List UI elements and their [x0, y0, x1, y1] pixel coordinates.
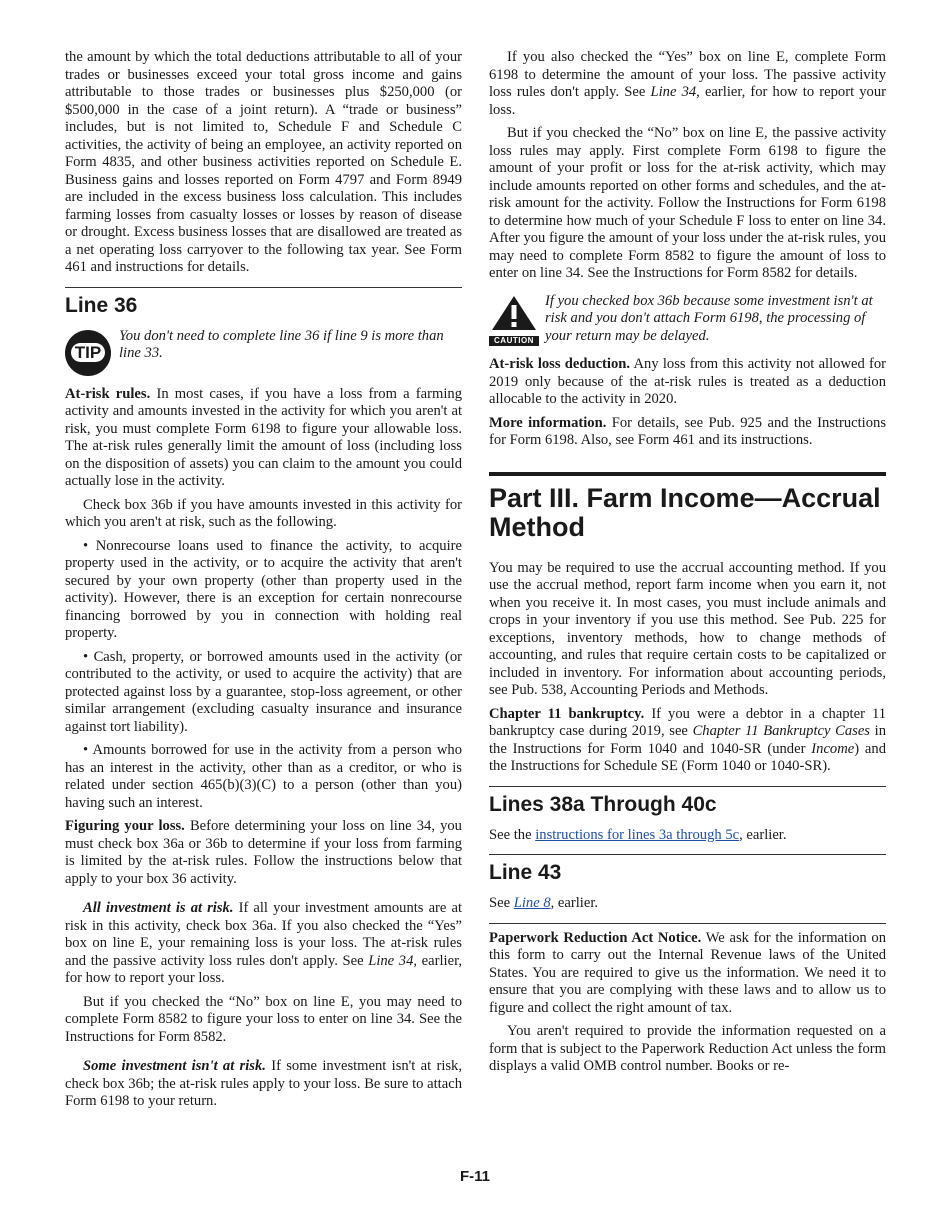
bullet-icon: • [83, 742, 89, 758]
at-risk-rules-title: At-risk rules. [65, 385, 151, 402]
tip-text: You don't need to complete line 36 if line 9 is more than line 33. [119, 327, 444, 361]
bullet-icon: • [83, 648, 89, 665]
omb-paragraph: You aren't required to provide the information requested on a form that is subject to the Paperwork Reduction Act unless the form displays a valid OMB control number. Books or re- [489, 1023, 886, 1074]
figuring-loss-title: Figuring your loss. [65, 818, 185, 834]
line-8-link[interactable]: Line 8 [513, 895, 551, 911]
paperwork-reduction-title: Paperwork Reduction Act Notice. [489, 929, 702, 946]
all-investment-title: All investment is at risk. [83, 900, 234, 916]
heading-line-36: Line 36 [65, 293, 138, 317]
divider [489, 786, 886, 787]
more-information-paragraph: More information. For details, see Pub. 925 and the Instructions for Form 6198. Also, see Form 461 and its instructions. [489, 414, 887, 448]
caution-callout [489, 293, 886, 347]
bullet-nonrecourse-loans: • Nonrecourse loans used to finance the activity, to acquire property used in the activity, or to acquire the activity that aren't secured by your own property (other than property used in the activity). However, there is an exception for certain nonrecourse financing borrowed by you in connection with holding real property. [65, 537, 462, 641]
bullet-amounts-borrowed: • Amounts borrowed for use in the activity from a person who has an interest in the activity, other than as a creditor, or who is related under section 465(b)(3)(C) to a person (other than you) having such an interest. [65, 742, 462, 811]
more-information-title: More information. [489, 414, 607, 431]
at-risk-rules-paragraph [65, 386, 462, 491]
left-column [65, 49, 462, 1117]
divider [65, 287, 462, 288]
figuring-loss-paragraph: Figuring your loss. Before determining your loss on line 34, you must check box 36a or 36b to determine if your loss from farming is limited by the at-risk rules. Follow the instructions below that apply to your box 36 activity. [65, 818, 462, 887]
no-box-passive-paragraph: But if you checked the “No” box on line E, the passive activity loss rules may apply. First complete Form 6198 to figure the amount of your profit or loss for the at-risk activity, which may include amounts reported on other forms and schedules, and the at-risk amount for the activity. Follow the Instructions for Form 6198 to determine how much of your Schedule F loss to enter on line 34. After you figure the amount of your loss under the at-risk rules, you may need to complete Form 8582 to figure the amount of loss to enter on line 34. See the Instructions for Form 8582 for details. [489, 125, 886, 281]
yes-box-paragraph: If you also checked the “Yes” box on line E, complete Form 6198 to determine the amount of your loss. The passive activity loss rules don't apply. See Line 34, earlier, for how to report your loss. [489, 49, 886, 118]
warning-triangle-icon [491, 295, 537, 331]
some-investment-title: Some investment isn't at risk. [83, 1058, 266, 1074]
excess-business-loss-paragraph: the amount by which the total deductions attributable to all of your trades or businesses exceed your total gross income and gains attributable to those trades or businesses plus $250,000 (or $500,000 in the case of a joint return). A “trade or business” includes, but is not limited to, Schedule F and Schedule C activities, the activity of being an employee, an activity reported on Form 4835, and other business activities reported on Schedule E. Business gains and losses reported on Form 4797 and Form 8949 are included in the excess business loss calculation. This includes farming losses from casualty losses or losses by reason of disease or drought. Excess business losses that are disallowed are treated as a net operating loss carryover to the following tax year. See Form 461 and instructions for details. [65, 49, 462, 275]
page-number: F-11 [459, 1168, 490, 1185]
no-box-paragraph: But if you checked the “No” box on line E, you may need to complete Form 8582 to figure your loss to enter on line 34. See the Instructions for Form 8582. [65, 993, 462, 1045]
tip-icon: TIP [65, 330, 111, 376]
line-34-reference: Line 34 [650, 84, 697, 100]
all-investment-at-risk-paragraph: All investment is at risk. If all your investment amounts are at risk in this activity, check box 36a. If you also checked the “Yes” box on line E, your remaining loss is your loss. The at-risk rules and the passive activity loss rules don't apply. See Line 34, earlier, for how to report your loss. [65, 900, 462, 986]
right-column [489, 49, 886, 1082]
bullet-icon: • [83, 537, 89, 554]
line-34-reference: Line 34 [368, 952, 414, 969]
part-iii-heading: Part III. Farm Income—Accrual Method [489, 482, 881, 542]
caution-text: If you checked box 36b because some investment isn't at risk and you don't attach Form 6198, the processing of your return may be delayed. [545, 292, 873, 344]
chapter-11-paragraph: Chapter 11 bankruptcy. If you were a debtor in a chapter 11 bankruptcy case during 2019, see Chapter 11 Bankruptcy Cases in the Instructions for Form 1040 and 1040-SR (under Income) and the Instructions for Schedule SE (Form 1040 or 1040-SR). [489, 705, 887, 774]
tip-callout [65, 328, 462, 376]
caution-icon: CAUTION [489, 295, 539, 347]
at-risk-loss-deduction-paragraph: At-risk loss deduction. Any loss from this activity not allowed for 2019 only because of the at-risk rules is treated as a deduction allocable to the activity in 2020. [489, 356, 887, 407]
at-risk-loss-deduction-title: At-risk loss deduction. [489, 356, 631, 372]
instructions-lines-3a-5c-link[interactable]: instructions for lines 3a through 5c [535, 826, 740, 843]
divider [489, 854, 886, 855]
divider [489, 923, 886, 924]
part-divider [489, 472, 886, 476]
heading-line-43: Line 43 [489, 861, 562, 884]
check-box-36b-paragraph: Check box 36b if you have amounts invested in this activity for which you aren't at risk, such as the following. [65, 496, 462, 530]
chapter-11-title: Chapter 11 bankruptcy. [489, 705, 645, 722]
line-43-paragraph: See Line 8, earlier. [489, 895, 599, 911]
lines-38a-paragraph: See the instructions for lines 3a through 5c, earlier. [489, 826, 787, 843]
some-investment-paragraph: Some investment isn't at risk. If some investment isn't at risk, check box 36b; the at-risk rules apply to your loss. Be sure to attach Form 6198 to your return. [65, 1058, 462, 1109]
heading-lines-38a-40c: Lines 38a Through 40c [489, 792, 717, 816]
accrual-method-paragraph: You may be required to use the accrual accounting method. If you use the accrual method, report farm income when you earn it, not when you receive it. In most cases, you must include animals and crops in your inventory if you use this method. See Pub. 225 for exceptions, inventory methods, how to change methods of accounting, and rules that require certain costs to be capitalized or included in inventory. For information about accounting periods, see Pub. 538, Accounting Periods and Methods. [489, 559, 886, 698]
paperwork-reduction-paragraph: Paperwork Reduction Act Notice. We ask for the information on this form to carry out the Internal Revenue laws of the United States. You are required to give us the information. We need it to ensure that you are complying with these laws and to allow us to figure and collect the right amount of tax. [489, 929, 887, 1016]
at-risk-rules-text: In most cases, if you have a loss from a farming activity and amounts invested in the activity for which you aren't at risk, you must complete Form 6198 to figure your allowable loss. The at-risk rules generally limit the amount of loss (including loss on the disposition of assets) you can claim to the amount you could actually lose in the activity. [65, 385, 462, 489]
bullet-cash-property: • Cash, property, or borrowed amounts used in the activity (or contributed to the activity, or used to acquire the activity) that are protected against loss by a guarantee, stop-loss agreement, or other similar arrangement (excluding casualty insurance and insurance against tort liability). [65, 648, 462, 735]
